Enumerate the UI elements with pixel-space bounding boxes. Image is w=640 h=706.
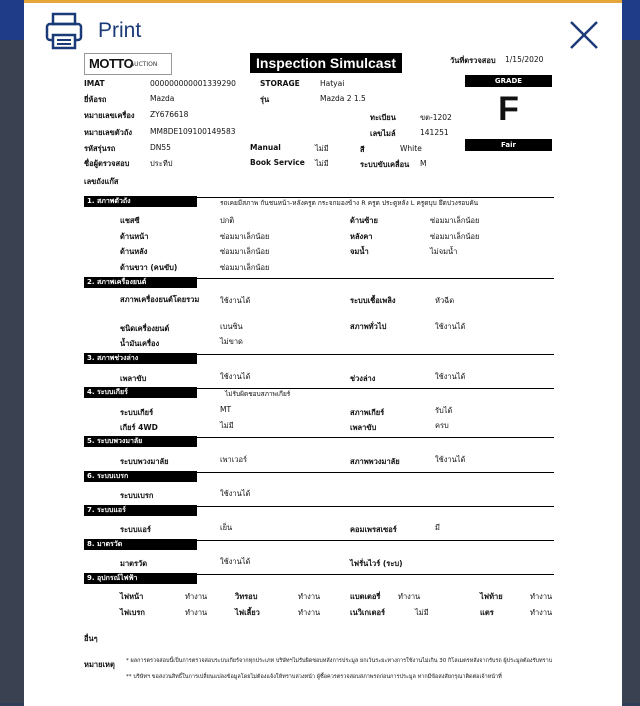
section-4-note: ไม่รับผิดชอบสภาพเกียร์ [225,390,291,398]
gear-system-value: MT [220,405,232,414]
engine-type-label: ชนิดเครื่องยนต์ [120,324,170,333]
storage-value: Hatyai [320,79,345,88]
manual-value: ไม่มี [315,144,329,153]
section-2-title: 2. สภาพเครื่องยนต์ [84,277,197,288]
grade-label: GRADE [465,75,552,87]
gear-system-label: ระบบเกียร์ [120,408,154,417]
driveshaft-value: ใช้งานได้ [220,372,251,381]
tank-label: เลขถังแก๊ส [84,177,119,186]
horn-label: แตร [480,608,494,617]
close-icon[interactable] [568,19,600,51]
gear-4wd-label: เกียร์ 4WD [120,423,158,432]
steering-system-label: ระบบพวงมาลัย [120,457,169,466]
body-right-label: ด้านขวา (คนขับ) [120,263,178,272]
model-label: รุ่น [260,95,270,104]
section-3-title: 3. สภาพช่วงล่าง [84,353,197,364]
model-value: Mazda 2 1.5 [320,94,366,103]
engine-overall-label: สภาพเครื่องยนต์โดยรวม [120,295,200,304]
headlight-label: ไฟหน้า [120,592,144,601]
steering-condition-value: ใช้งานได้ [435,455,466,464]
battery-value: ทำงาน [398,592,421,601]
gear-condition-label: สภาพเกียร์ [350,408,385,417]
model-code-label: รหัสรุ่นรถ [84,144,116,153]
aircon-value: เย็น [220,523,233,532]
engine-no-label: หมายเลขตัวถัง [84,128,133,137]
logo-sub: AUCTION [130,61,158,68]
section-7-title: 7. ระบบแอร์ [84,505,197,516]
tachometer-label: วิทรอบ [235,592,258,601]
section-6-title: 6. ระบบเบรก [84,471,197,482]
gauge-value: ใช้งานได้ [220,557,251,566]
body-rear-value: ซ่อมมาเล็กน้อย [220,247,270,256]
grade-word: Fair [465,139,552,151]
print-toolbar [24,3,622,53]
engine-type-value: เบนซิน [220,322,243,331]
logo-mark: MOTTO [89,56,134,71]
document-title: Inspection Simulcast [250,53,402,73]
print-button[interactable] [44,11,141,51]
body-roof-label: หลังคา [350,232,373,241]
drive-label: ระบบขับเคลื่อน [360,160,410,169]
section-5-title: 5. ระบบพวงมาลัย [84,436,197,447]
storage-label: STORAGE [260,79,300,88]
body-right-value: ซ่อมมาเล็กน้อย [220,263,270,272]
horn-value: ทำงาน [530,608,553,617]
chassis-label: หมายเลขเครื่อง [84,111,135,120]
remark-text-2: ** บริษัทฯ ขอสงวนสิทธิ์ในการเปลี่ยนแปลงข้อมูลโดยไม่ต้องแจ้งให้ทราบล่วงหน้า ผู้ซื้อควรตรวจสอบสภาพรถก่อนการประมูล หากมีข้อสงสัยกรุณาติดต่อเจ้าหน้าที่ [126,674,502,680]
navigator-label: เนวิเกเตอร์ [350,608,385,617]
fuel-system-label: ระบบเชื้อเพลิง [350,296,396,305]
engine-oil-value: ไม่ขาด [220,337,243,346]
driveshaft-label: เพลาขับ [120,374,147,383]
model-code-value: DN55 [150,143,171,152]
mileage-value: 141251 [420,128,449,137]
steering-system-value: เพาเวอร์ [220,455,248,464]
navigator-value: ไม่มี [415,608,429,617]
plate-label: ทะเบียน [370,113,396,122]
chassis-value: ZY676618 [150,110,189,119]
printer-icon [44,11,84,51]
date-value: 1/15/2020 [505,55,544,64]
body-rear-label: ด้านหลัง [120,247,148,256]
engine-oil-label: น้ำมันเครื่อง [120,339,160,348]
manual-label: Manual [250,143,281,152]
body-flood-label: จมน้ำ [350,247,369,256]
taillight-label: ไฟท้าย [480,592,503,601]
remark-text-1: * ผลการตรวจสอบนี้เป็นการตรวจสอบระบบเกียร์จากทุกประเภท บริษัทฯไม่รับผิดชอบหลังการประมูล ยกเว้นระยะทางการใช้งานไม่เกิน 30 กิโลเมตรหลังจากรับรถ ผู้ประมูลต้องรับทราบ [126,658,553,664]
section-1-note: รถเคยมีสภาพ กันชนหน้า-หลังครูด กระจกมองข้าง R ครูด ประตูหลัง L ครูดบุบ ยึดบ่วงรอบคัน [220,199,479,207]
print-preview-modal [24,0,622,706]
date-label: วันที่ตรวจสอบ [450,56,496,65]
backdrop-right [622,40,640,703]
brakelight-label: ไฟเบรก [120,608,145,617]
book-service-value: ไม่มี [315,159,329,168]
steering-condition-label: สภาพพวงมาลัย [350,457,400,466]
imat-value: 000000000001339290 [150,79,236,88]
general-condition-value: ใช้งานได้ [435,322,466,331]
brake-value: ใช้งานได้ [220,489,251,498]
engine-overall-value: ใช้งานได้ [220,296,251,305]
gear-shaft-label: เพลาขับ [350,423,377,432]
section-1-title: 1. สภาพตัวถัง [84,196,197,207]
other-label: อื่นๆ [84,634,98,643]
book-service-label: Book Service [250,158,305,167]
inspection-document [80,51,580,706]
compressor-label: คอมเพรสเซอร์ [350,525,397,534]
warning-light-label: ไฟรั่นไวร์ (ระบ) [350,559,403,568]
remark-label: หมายเหตุ [84,660,115,669]
headlight-value: ทำงาน [185,592,208,601]
color-label: สี [360,145,365,154]
grade-letter: F [498,90,519,128]
drive-value: M [420,159,427,168]
inspector-value: ประทีป [150,159,173,168]
compressor-value: มี [435,523,440,532]
brand-value: Mazda [150,94,175,103]
gear-shaft-value: ครบ [435,421,449,430]
body-chassis-value: ปกติ [220,216,235,225]
fuel-system-value: หัวฉีด [435,296,455,305]
body-left-value: ซ่อมมาเล็กน้อย [430,216,480,225]
imat-label: IMAT [84,79,105,88]
brakelight-value: ทำงาน [185,608,208,617]
body-flood-value: ไม่จมน้ำ [430,247,458,256]
section-9-title: 9. อุปกรณ์ไฟฟ้า [84,573,197,584]
gauge-label: มาตรวัด [120,559,148,568]
body-front-value: ซ่อมมาเล็กน้อย [220,232,270,241]
general-condition-label: สภาพทั่วไป [350,322,387,331]
gear-4wd-value: ไม่มี [220,421,234,430]
body-roof-value: ซ่อมมาเล็กน้อย [430,232,480,241]
plate-value: ขต-1202 [420,113,452,122]
turn-signal-label: ไฟเลี้ยว [235,608,260,617]
turn-signal-value: ทำงาน [298,608,321,617]
aircon-label: ระบบแอร์ [120,525,151,534]
brand-label: ยี่ห้อรถ [84,95,107,104]
section-8-title: 8. มาตรวัด [84,539,197,550]
tachometer-value: ทำงาน [298,592,321,601]
suspension-label: ช่วงล่าง [350,374,376,383]
backdrop-left [0,40,24,703]
color-value: White [400,144,422,153]
body-chassis-label: แชสซี [120,216,140,225]
motto-logo [84,53,172,75]
body-front-label: ด้านหน้า [120,232,149,241]
taillight-value: ทำงาน [530,592,553,601]
brake-label: ระบบเบรก [120,491,154,500]
section-4-title: 4. ระบบเกียร์ [84,387,197,398]
print-label: Print [98,19,142,42]
suspension-value: ใช้งานได้ [435,372,466,381]
gear-condition-value: รับได้ [435,406,453,415]
mileage-label: เลขไมล์ [370,129,396,138]
engine-no-value: MM8DE109100149583 [150,127,236,136]
inspector-label: ชื่อผู้ตรวจสอบ [84,159,130,168]
battery-label: แบตเตอรี่ [350,592,381,601]
body-left-label: ด้านซ้าย [350,216,378,225]
